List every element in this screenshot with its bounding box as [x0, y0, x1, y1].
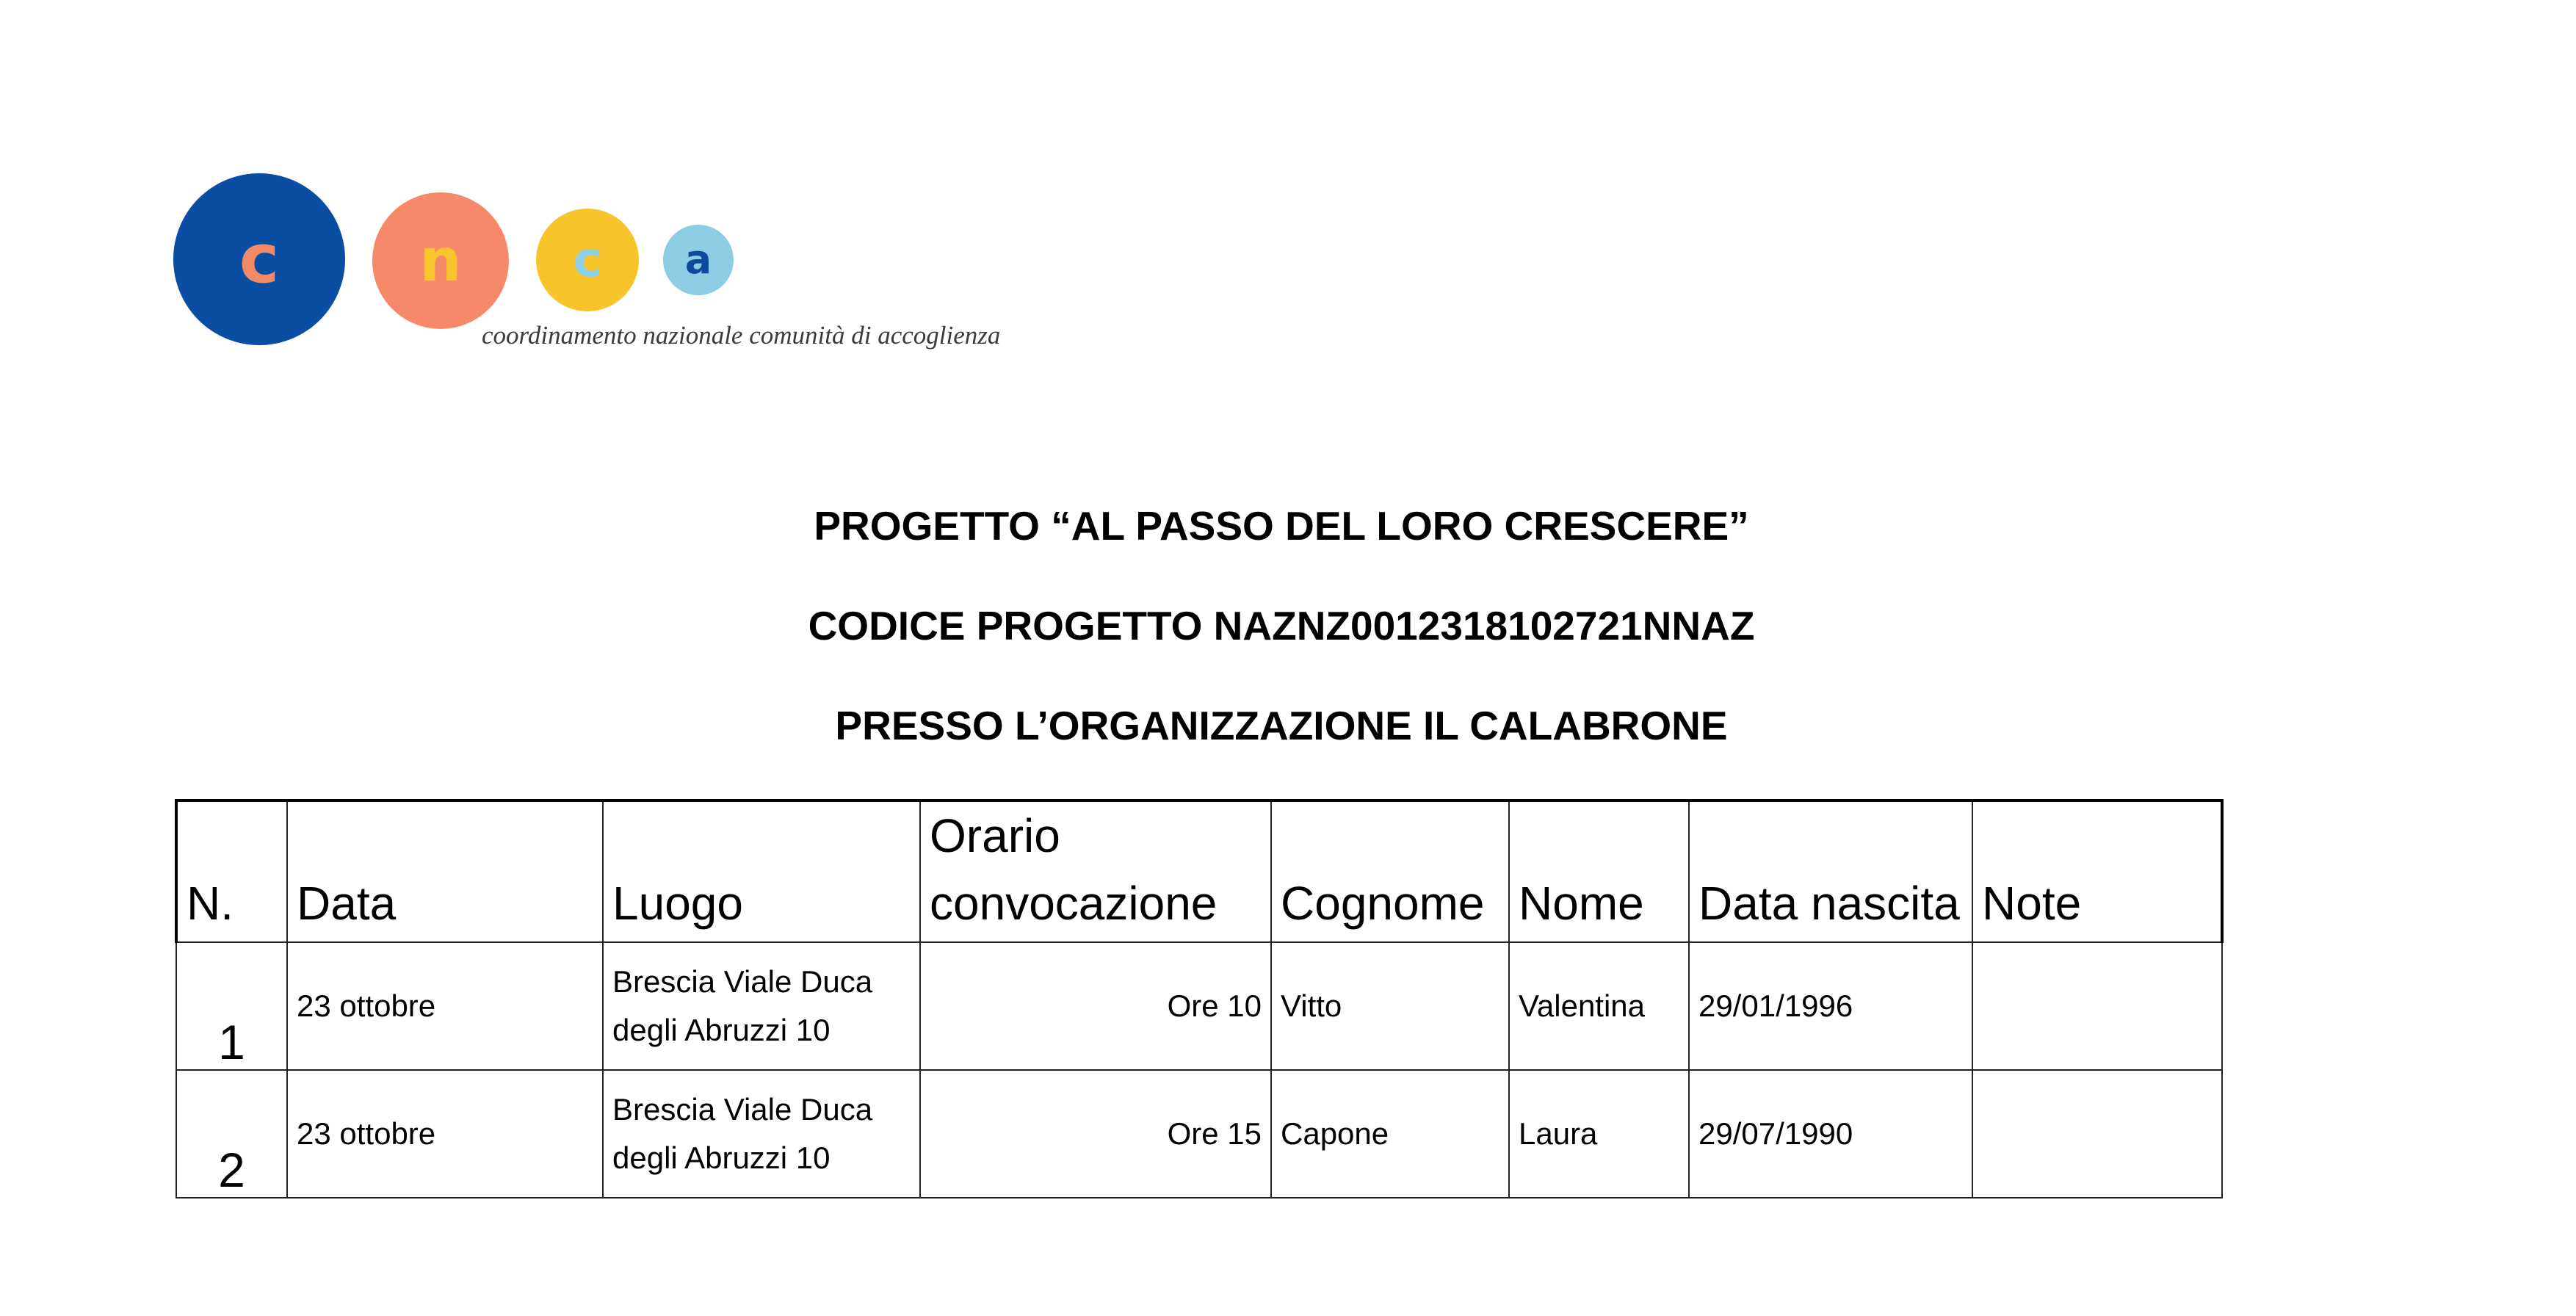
logo-circle-n: [372, 192, 509, 329]
table-row: [176, 1070, 2222, 1198]
header-data-nascita: Data nascita: [1689, 800, 1972, 942]
organization-title: PRESSO L’ORGANIZZAZIONE IL CALABRONE: [835, 703, 1728, 748]
convocation-table: [175, 799, 2224, 1198]
cell-n: 2: [176, 1070, 287, 1198]
header-orario: Orario convocazione: [920, 800, 1271, 942]
cell-orario: Ore 10: [920, 942, 1271, 1070]
cell-nome: Laura: [1509, 1070, 1689, 1198]
cell-data: 23 ottobre: [287, 942, 603, 1070]
header-n: N.: [176, 800, 287, 942]
project-code: CODICE PROGETTO NAZNZ0012318102721NNAZ: [808, 603, 1755, 648]
cell-luogo: Brescia Viale Duca degli Abruzzi 10: [603, 1070, 920, 1198]
cnca-logo: [0, 0, 1101, 382]
cell-cognome: Capone: [1271, 1070, 1509, 1198]
cell-nome: Valentina: [1509, 942, 1689, 1070]
cell-orario: Ore 15: [920, 1070, 1271, 1198]
cell-note: [1972, 942, 2222, 1070]
header-cognome: Cognome: [1271, 800, 1509, 942]
cell-luogo: Brescia Viale Duca degli Abruzzi 10: [603, 942, 920, 1070]
cell-data-nascita: 29/01/1996: [1689, 942, 1972, 1070]
logo-letter-n: n: [419, 226, 462, 294]
cell-note: [1972, 1070, 2222, 1198]
logo-tagline: coordinamento nazionale comunità di accoglienza: [482, 321, 1001, 350]
logo-letter-c2: c: [573, 231, 602, 288]
logo-circle-c2: [536, 209, 639, 311]
table-row: [176, 942, 2222, 1070]
cell-cognome: Vitto: [1271, 942, 1509, 1070]
cell-n: 1: [176, 942, 287, 1070]
table-header-row: [176, 800, 2222, 942]
logo-letter-a: a: [684, 236, 712, 283]
logo-circle-a: [663, 225, 734, 295]
header-luogo: Luogo: [603, 800, 920, 942]
logo-circle-c: [173, 173, 345, 345]
cell-data-nascita: 29/07/1990: [1689, 1070, 1972, 1198]
project-title: PROGETTO “AL PASSO DEL LORO CRESCERE”: [814, 503, 1749, 549]
header-note: Note: [1972, 800, 2222, 942]
cell-data: 23 ottobre: [287, 1070, 603, 1198]
logo-letter-c: c: [239, 220, 280, 298]
header-nome: Nome: [1509, 800, 1689, 942]
header-data: Data: [287, 800, 603, 942]
